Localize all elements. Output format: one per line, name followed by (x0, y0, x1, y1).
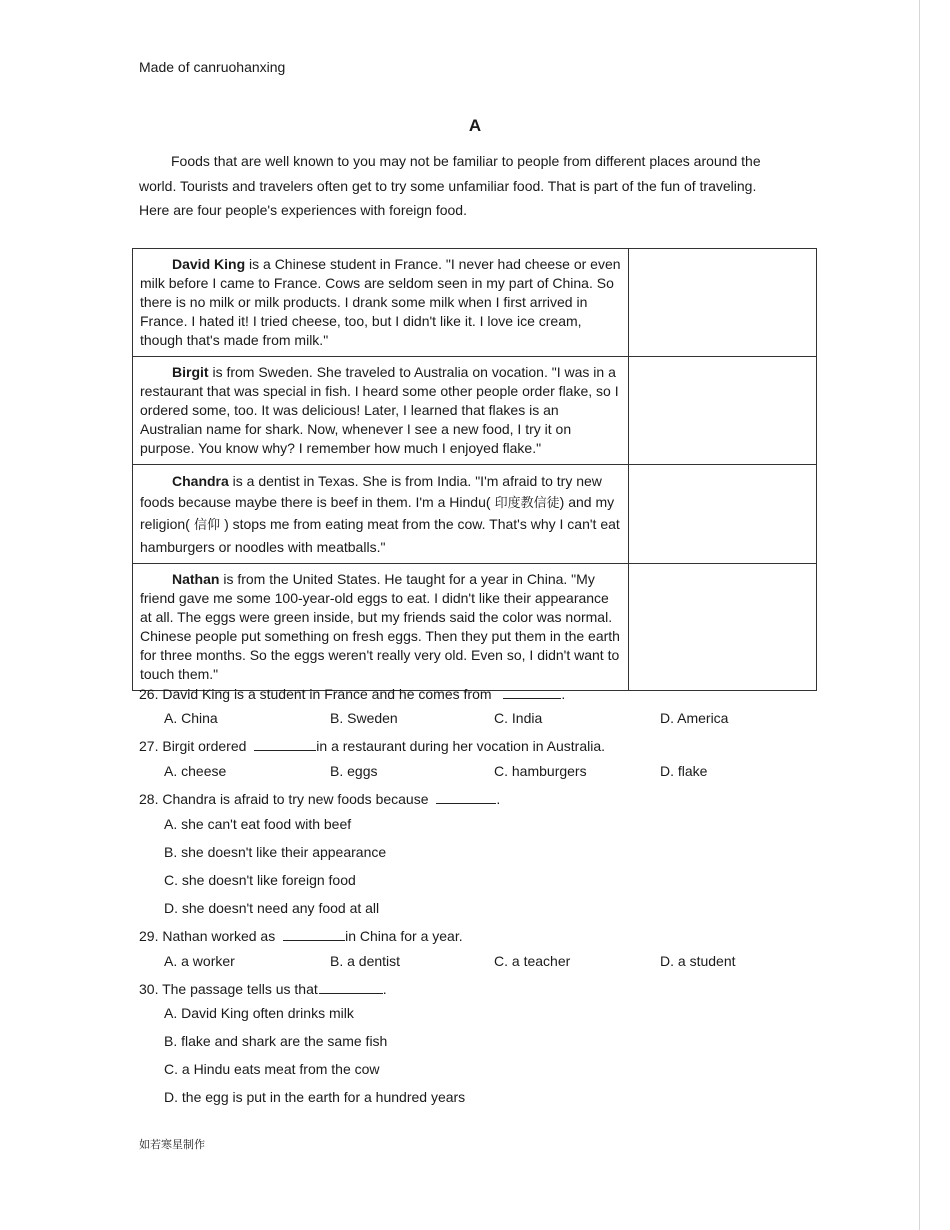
answer-blank (436, 790, 496, 804)
option-a: A. a worker (164, 953, 235, 969)
answer-blank (283, 927, 345, 941)
story-text: ) stops me from eating meat from the cow. That's why I can't eat hamburgers or noodles with meatballs." (140, 516, 620, 555)
question-end: . (496, 791, 501, 807)
answer-blank (503, 685, 561, 699)
table-row (133, 249, 817, 357)
intro-paragraph (139, 149, 789, 223)
empty-cell (629, 357, 817, 465)
empty-cell (629, 249, 817, 357)
person-name: Nathan (172, 571, 220, 587)
passage-title: A (468, 116, 482, 135)
question-29 (139, 927, 463, 945)
option-b: B. a dentist (330, 953, 401, 969)
story-text: is a dentist in Texas. She is from India. "I'm afraid to try new foods because maybe there is beef in them. I'm a Hindu( (140, 473, 602, 510)
option-d: D. flake (660, 763, 708, 779)
option-b: B. Sweden (330, 710, 398, 726)
option-b: B. she doesn't like their appearance (164, 844, 387, 860)
answer-blank (319, 980, 383, 994)
story-birgit (133, 357, 629, 465)
question-stem: 29. Nathan worked as (139, 928, 280, 944)
table-row (133, 564, 817, 691)
page-footer: 如若寒星制作 (139, 1138, 205, 1151)
question-end: in China for a year. (345, 928, 463, 944)
story-nathan (133, 564, 629, 691)
story-text: is from the United States. He taught for a year in China. "My friend gave me some 100-year-old eggs to eat. I didn't like their appearance at all. The eggs were green inside, but my friends said the color was normal. Chinese people put something on fresh eggs. Then they put them in the earth for three months. So the eggs weren't really very old. Even so, I didn't want to touch them." (140, 571, 620, 682)
question-end: . (561, 686, 566, 702)
answer-blank (254, 737, 316, 751)
option-a: A. she can't eat food with beef (164, 816, 352, 832)
empty-cell (629, 465, 817, 564)
question-stem: 30. The passage tells us that (139, 981, 318, 997)
intro-text: Foods that are well known to you may not be familiar to people from different places around the world. Tourists and travelers often get to try some unfamiliar food. That is part of the fun of traveling. Here are four people's experiences with foreign food. (139, 153, 761, 218)
story-cjk-gloss: 信仰 (189, 518, 225, 533)
question-28 (139, 790, 500, 808)
page-header: Made of canruohanxing (139, 59, 286, 75)
empty-cell (629, 564, 817, 691)
story-text: is a Chinese student in France. "I never had cheese or even milk before I came to France. Cows are seldom seen in my part of China. So there is no milk or milk products. I drank some milk when I first arrived in France. I hated it! I tried cheese, too, but I didn't like it. I love ice cream, though that's made from milk." (140, 256, 621, 348)
option-a: A. David King often drinks milk (164, 1005, 354, 1021)
story-chandra (133, 465, 629, 564)
person-name: Chandra (172, 473, 229, 489)
question-stem: 28. Chandra is afraid to try new foods because (139, 791, 433, 807)
table-row (133, 357, 817, 465)
option-c: C. hamburgers (494, 763, 587, 779)
option-b: B. eggs (330, 763, 378, 779)
option-a: A. cheese (164, 763, 227, 779)
option-c: C. she doesn't like foreign food (164, 872, 356, 888)
option-a: A. China (164, 710, 218, 726)
question-27 (139, 737, 605, 755)
question-30 (139, 980, 387, 998)
option-d: D. the egg is put in the earth for a hundred years (164, 1089, 466, 1105)
option-d: D. a student (660, 953, 736, 969)
table-row (133, 465, 817, 564)
option-c: C. a teacher (494, 953, 571, 969)
option-d: D. she doesn't need any food at all (164, 900, 380, 916)
story-cjk-gloss: 印度教信徒 (490, 495, 560, 511)
question-stem: 26. David King is a student in France and he comes from (139, 686, 496, 702)
option-c: C. India (494, 710, 543, 726)
person-name: David King (172, 256, 246, 272)
question-26 (139, 685, 565, 703)
stories-table (132, 248, 817, 691)
option-d: D. America (660, 710, 729, 726)
question-end: in a restaurant during her vocation in Australia. (316, 738, 606, 754)
option-c: C. a Hindu eats meat from the cow (164, 1061, 380, 1077)
story-text: ) and my religion( (140, 493, 615, 532)
option-b: B. flake and shark are the same fish (164, 1033, 388, 1049)
person-name: Birgit (172, 364, 209, 380)
question-stem: 27. Birgit ordered (139, 738, 251, 754)
page-edge-divider (919, 0, 920, 1230)
story-text: is from Sweden. She traveled to Australia on vocation. "I was in a restaurant that was special in fish. I heard some other people order flake, so I ordered some, too. It was delicious! Later, I learned that flakes is an Australian name for shark. Now, whenever I see a new food, I try it on purpose. You know why? I remember how much I enjoyed flake." (140, 364, 619, 456)
story-david-king (133, 249, 629, 357)
question-end: . (382, 981, 387, 997)
